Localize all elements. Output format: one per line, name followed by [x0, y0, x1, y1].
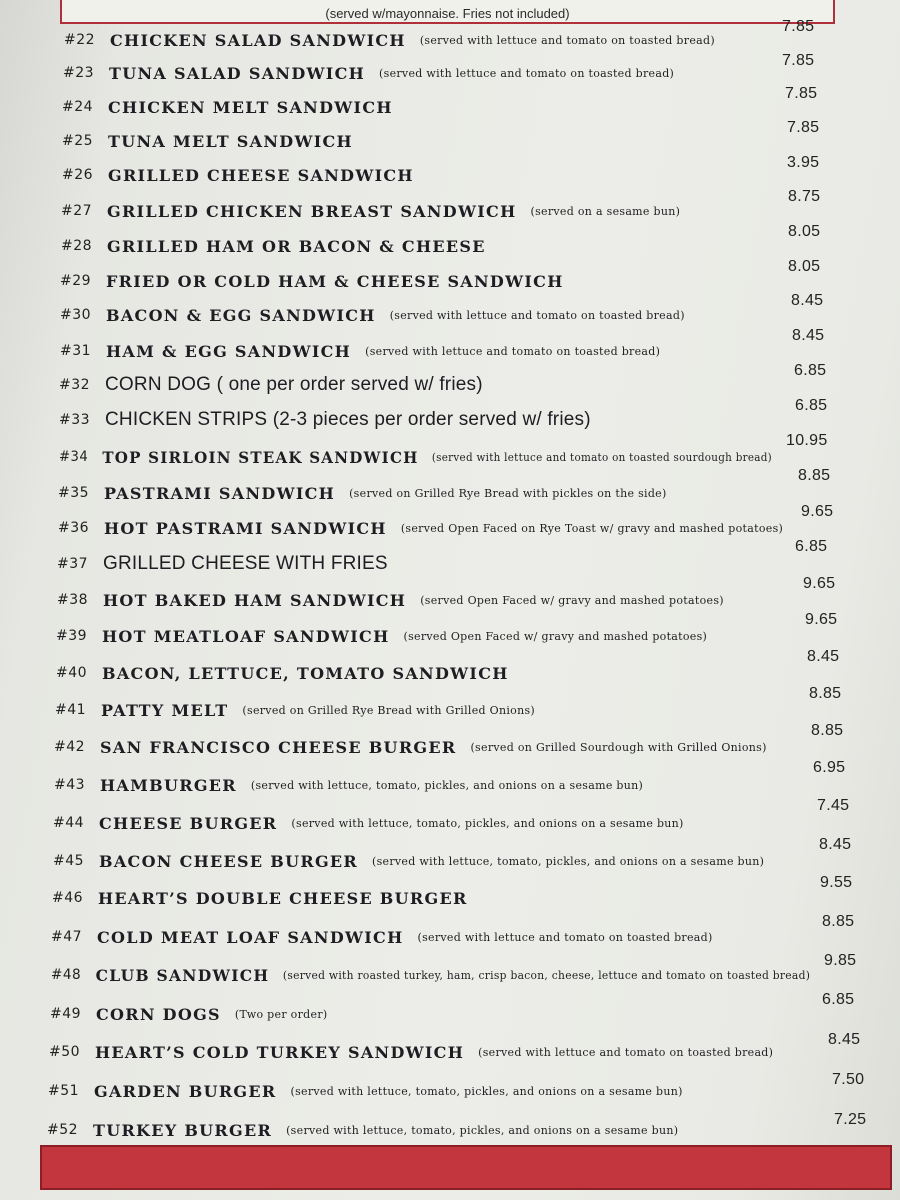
menu-item-row — [61, 196, 680, 226]
menu-item-name: HOT PASTRAMI SANDWICH — [104, 518, 387, 538]
menu-item-name: TUNA MELT SANDWICH — [108, 131, 353, 151]
menu-item-name: PASTRAMI SANDWICH — [104, 483, 336, 503]
menu-item-row — [59, 370, 497, 400]
menu-item-description: (served on Grilled Rye Bread with Grilled Onions) — [242, 703, 536, 717]
menu-item-name: HAM & EGG SANDWICH — [106, 341, 352, 361]
menu-item-price: 6.85 — [795, 538, 828, 555]
menu-item-name: PATTY MELT — [101, 700, 229, 720]
menu-item-name: CORN DOG ( one per order served w/ fries) — [105, 374, 483, 395]
menu-item-number: #24 — [62, 99, 94, 115]
menu-item-row — [58, 478, 667, 508]
menu-item-description: (served Open Faced w/ gravy and mashed potatoes) — [420, 593, 724, 607]
menu-item-row — [64, 25, 715, 55]
menu-item-name: HOT BAKED HAM SANDWICH — [103, 590, 407, 610]
menu-item-price: 6.85 — [822, 991, 855, 1008]
menu-item-number: #51 — [48, 1083, 80, 1099]
menu-item-description: (served with lettuce, tomato, pickles, and onions on a sesame bun) — [286, 1123, 679, 1137]
menu-item-price: 8.45 — [819, 836, 852, 853]
menu-item-description: (served Open Faced w/ gravy and mashed potatoes) — [403, 629, 708, 643]
menu-item-name: CHEESE BURGER — [99, 813, 278, 833]
menu-item-name: CHICKEN MELT SANDWICH — [108, 97, 393, 117]
menu-item-row — [54, 732, 767, 762]
menu-item-name: HEART’S COLD TURKEY SANDWICH — [95, 1042, 465, 1062]
menu-item-description: (served with lettuce, tomato, pickles, and onions on a sesame bun) — [291, 816, 684, 830]
menu-item-price: 8.45 — [828, 1031, 861, 1048]
menu-item-price: 9.65 — [801, 503, 834, 520]
menu-item-description: (served with lettuce and tomato on toasted bread) — [365, 344, 661, 358]
menu-item-price: 9.65 — [805, 611, 838, 628]
menu-item-row — [60, 300, 685, 330]
menu-item-row — [62, 160, 428, 190]
menu-item-row — [62, 92, 407, 122]
menu-item-description: (served with lettuce and tomato on toasted bread) — [389, 308, 685, 322]
menu-item-description: (served with lettuce, tomato, pickles, and onions on a sesame bun) — [290, 1084, 683, 1098]
menu-item-row — [58, 513, 783, 543]
menu-item-number: #39 — [56, 628, 88, 644]
menu-item-name: TURKEY BURGER — [93, 1120, 273, 1140]
menu-item-number: #41 — [55, 702, 87, 718]
menu-item-row — [56, 621, 707, 651]
menu-item-row — [51, 922, 713, 952]
menu-item-description: (served with roasted turkey, ham, crisp bacon, cheese, lettuce and tomato on toasted bread) — [282, 968, 811, 982]
menu-item-number: #40 — [56, 665, 88, 681]
menu-item-price: 8.85 — [811, 722, 844, 739]
menu-item-description: (served with lettuce and tomato on toasted bread) — [419, 33, 715, 47]
menu-item-name: GRILLED CHEESE WITH FRIES — [103, 553, 388, 574]
menu-item-price: 8.85 — [822, 913, 855, 930]
menu-item-number: #49 — [50, 1006, 82, 1022]
menu-item-name: GARDEN BURGER — [94, 1081, 277, 1101]
menu-item-name: TOP SIRLOIN STEAK SANDWICH — [102, 447, 419, 467]
menu-item-name: GRILLED CHICKEN BREAST SANDWICH — [107, 201, 517, 221]
menu-item-row — [52, 883, 482, 913]
menu-item-row — [55, 695, 535, 725]
menu-item-number: #45 — [53, 853, 85, 869]
menu-item-price: 7.85 — [785, 85, 818, 102]
menu-item-number: #31 — [60, 343, 92, 359]
menu-item-name: CHICKEN STRIPS (2-3 pieces per order served w/ fries) — [105, 409, 591, 430]
menu-item-number: #43 — [54, 777, 86, 793]
menu-item-number: #29 — [60, 273, 92, 289]
menu-item-price: 9.65 — [803, 575, 836, 592]
section-header — [60, 0, 835, 24]
menu-item-row — [62, 126, 367, 156]
footer-red-bar — [40, 1145, 892, 1190]
menu-item-price: 8.85 — [809, 685, 842, 702]
menu-item-number: #28 — [61, 238, 93, 254]
menu-item-number: #50 — [49, 1044, 81, 1060]
menu-item-number: #52 — [47, 1122, 79, 1138]
menu-item-price: 7.85 — [787, 119, 820, 136]
menu-item-name: HEART’S DOUBLE CHEESE BURGER — [98, 888, 468, 908]
menu-item-number: #23 — [63, 65, 95, 81]
menu-item-number: #47 — [51, 929, 83, 945]
menu-item-number: #37 — [57, 556, 89, 572]
menu-item-price: 7.25 — [834, 1111, 867, 1128]
menu-item-description: (served Open Faced on Rye Toast w/ gravy and mashed potatoes) — [400, 521, 784, 535]
menu-item-price: 9.85 — [824, 952, 857, 969]
menu-item-name: CHICKEN SALAD SANDWICH — [110, 30, 406, 50]
menu-item-number: #44 — [53, 815, 85, 831]
menu-item-row — [57, 585, 724, 615]
menu-item-price: 8.75 — [788, 188, 821, 205]
menu-item-description: (Two per order) — [234, 1007, 328, 1021]
menu-item-number: #22 — [64, 32, 96, 48]
menu-item-number: #33 — [59, 412, 91, 428]
menu-item-price: 7.85 — [782, 52, 815, 69]
menu-item-number: #48 — [51, 967, 82, 983]
menu-item-name: GRILLED HAM OR BACON & CHEESE — [107, 236, 486, 256]
menu-item-number: #46 — [52, 890, 84, 906]
menu-item-name: FRIED OR COLD HAM & CHEESE SANDWICH — [106, 271, 564, 291]
menu-item-row — [60, 266, 578, 296]
menu-item-price: 6.95 — [813, 759, 846, 776]
menu-item-row — [49, 1037, 773, 1067]
menu-item-number: #27 — [61, 203, 93, 219]
menu-item-price: 8.85 — [798, 467, 831, 484]
menu-item-description: (served on Grilled Sourdough with Grilled Onions) — [470, 740, 767, 754]
menu-item-description: (served with lettuce and tomato on toasted sourdough bread) — [431, 450, 772, 464]
menu-item-row — [51, 960, 810, 990]
menu-item-description: (served with lettuce, tomato, pickles, and onions on a sesame bun) — [250, 778, 644, 792]
menu-item-number: #30 — [60, 307, 92, 323]
menu-item-price: 3.95 — [787, 154, 820, 171]
menu-item-description: (served with lettuce and tomato on toasted bread) — [417, 930, 713, 944]
menu-item-row — [56, 658, 523, 688]
menu-item-name: CLUB SANDWICH — [95, 965, 270, 985]
menu-item-price: 7.50 — [832, 1071, 865, 1088]
menu-item-name: BACON CHEESE BURGER — [99, 851, 358, 871]
menu-item-row — [53, 846, 764, 876]
menu-item-row — [59, 442, 772, 472]
menu-item-price: 8.45 — [791, 292, 824, 309]
menu-item-description: (served with lettuce and tomato on toasted bread) — [478, 1045, 774, 1059]
menu-item-price: 8.45 — [792, 327, 825, 344]
section-subtitle: (served w/mayonnaise. Fries not included) — [325, 6, 570, 21]
menu-item-number: #38 — [57, 592, 89, 608]
menu-item-price: 9.55 — [820, 874, 853, 891]
menu-item-name: COLD MEAT LOAF SANDWICH — [97, 927, 404, 947]
menu-item-price: 8.45 — [807, 648, 840, 665]
menu-item-price: 6.85 — [794, 362, 827, 379]
menu-item-name: BACON, LETTUCE, TOMATO SANDWICH — [102, 663, 509, 683]
menu-item-name: GRILLED CHEESE SANDWICH — [108, 165, 414, 185]
menu-item-number: #25 — [62, 133, 94, 149]
menu-item-row — [53, 808, 684, 838]
menu-item-name: HAMBURGER — [100, 775, 237, 795]
menu-item-price: 7.45 — [817, 797, 850, 814]
menu-item-name: TUNA SALAD SANDWICH — [109, 63, 366, 83]
menu-item-price: 10.95 — [786, 432, 828, 449]
menu-item-row — [54, 770, 643, 800]
menu-item-price: 7.85 — [782, 18, 815, 35]
menu-item-row — [47, 1115, 678, 1145]
menu-item-row — [60, 336, 660, 366]
menu-item-number: #36 — [58, 520, 90, 536]
menu-item-row — [48, 1076, 683, 1106]
menu-item-description: (served on a sesame bun) — [530, 204, 681, 218]
menu-item-price: 8.05 — [788, 258, 821, 275]
menu-item-price: 8.05 — [788, 223, 821, 240]
menu-item-row — [63, 58, 674, 88]
menu-item-price: 6.85 — [795, 397, 828, 414]
menu-item-number: #34 — [59, 449, 89, 465]
menu-item-description: (served with lettuce and tomato on toasted bread) — [379, 66, 675, 80]
menu-item-number: #35 — [58, 485, 90, 501]
menu-item-row — [57, 549, 402, 579]
menu-item-number: #42 — [54, 739, 86, 755]
menu-item-row — [61, 231, 500, 261]
menu-item-row — [50, 999, 327, 1029]
menu-item-name: SAN FRANCISCO CHEESE BURGER — [100, 737, 457, 757]
menu-item-name: HOT MEATLOAF SANDWICH — [102, 626, 390, 646]
menu-item-description: (served on Grilled Rye Bread with pickles on the side) — [349, 486, 667, 500]
menu-item-number: #26 — [62, 167, 94, 183]
menu-item-row — [59, 405, 605, 435]
menu-item-name: BACON & EGG SANDWICH — [106, 305, 376, 325]
menu-item-name: CORN DOGS — [96, 1004, 221, 1024]
menu-item-number: #32 — [59, 377, 91, 393]
menu-item-description: (served with lettuce, tomato, pickles, and onions on a sesame bun) — [372, 854, 765, 868]
